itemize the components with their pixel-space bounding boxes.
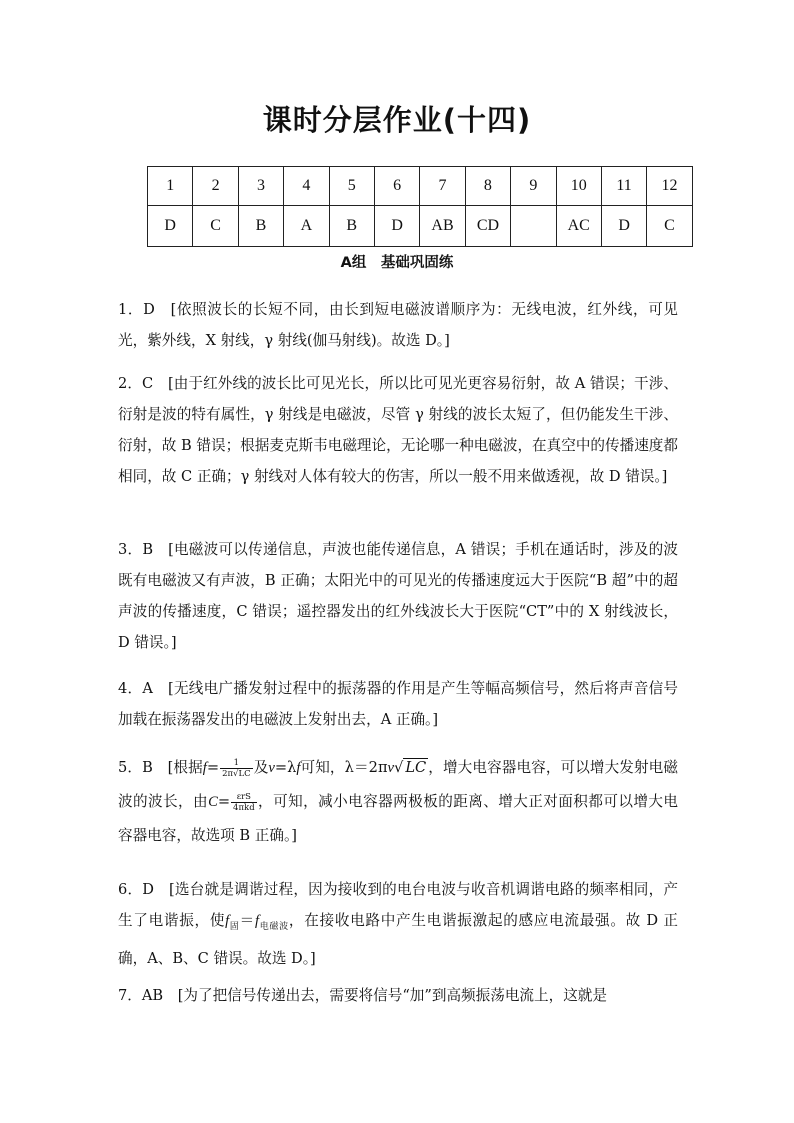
q6-tail: ，在接收电路中产生电谐振激起的感应电流最强。故 D 正确，A、B、C 错误。故选 D。]: [118, 912, 678, 967]
q5-mid2: 可知，λ＝2π: [300, 759, 388, 776]
answer-cell: A: [284, 206, 329, 247]
q5-c: C: [208, 794, 218, 810]
capacitance-formula-fraction: [231, 792, 257, 813]
answer-explanation-1: 1．D [依照波长的长短不同，由长到短电磁波谱顺序为：无线电波，红外线，可见光，紫外线，X 射线，γ 射线(伽马射线)。故选 D。]: [118, 301, 678, 349]
answer-cell: AC: [556, 206, 601, 247]
question-number: 9: [511, 167, 556, 206]
answer-table: [147, 166, 693, 247]
answer-cell: C: [193, 206, 238, 247]
answer-cell: B: [329, 206, 374, 247]
answer-cell: [511, 206, 556, 247]
q6-sub2: 电磁波: [259, 921, 289, 932]
answer-explanation-3: 3．B [电磁波可以传递信息，声波也能传递信息，A 错误；手机在通话时，涉及的波既有电磁波又有声波，B 正确；太阳光中的可见光的传播速度远大于医院“B 超”中的超声波的传播速度，C 错误；遥控器发出的红外线波长大于医院“CT”中的 X 射线波长，D 错误。]: [118, 541, 678, 651]
q6-f2: f: [254, 913, 260, 929]
answer-explanation-4: 4．A [无线电广播发射过程中的振荡器的作用是产生等幅高频信号，然后将声音信号加载在振荡器发出的电磁波上发射出去，A 正确。]: [118, 680, 678, 728]
answer-explanation-5: 5．B [根据f= $\frac{1}{2\pi√LC}$ 及v=λf可知，λ＝2πv√ LC ，增大电容器电容，可以增大发射电磁波的波长，由C= $\frac{\text{εrS}}{\text{4πkd}}$ ，可知，减小电容器两极板的距离、增大正对面积都可以增大电容器电容，故选项 B 正确。]: [118, 757, 678, 844]
question-number: 12: [647, 167, 692, 206]
q5-eq3: =: [217, 793, 231, 810]
question-number: 1: [148, 167, 193, 206]
question-number: 5: [329, 167, 374, 206]
q5-eq2: =λ: [274, 759, 297, 776]
answer-table-number-row: [148, 167, 693, 206]
answer-explanation-7: 7．AB [为了把信号传递出去，需要将信号“加”到高频振荡电流上，这就是: [118, 987, 607, 1004]
frequency-formula-fraction: [220, 758, 253, 779]
fraction-numerator: 1: [220, 758, 253, 769]
answer-cell: CD: [465, 206, 510, 247]
q5-head: 5．B [根据: [118, 759, 203, 776]
q5-f: f: [202, 760, 207, 776]
q5-v: v: [268, 760, 275, 776]
question-number: 4: [284, 167, 329, 206]
q5-f2: f: [296, 760, 301, 776]
q5-tail1: ，增大电容器电容，可以增大发射电磁波的波长，由: [118, 759, 678, 810]
section-title: A组 基础巩固练: [340, 255, 454, 271]
q6-sub1: 固: [229, 921, 240, 932]
q5-mid1: 及: [253, 759, 269, 776]
question-number: 6: [374, 167, 419, 206]
q5-eq1: =: [206, 759, 220, 776]
fraction-denominator: 2π√LC: [222, 768, 251, 779]
q6-head: 6．D [选台就是调谐过程，因为接收到的电台电波与收音机调谐电路的频率相同，产生了电谐振，使: [118, 881, 678, 929]
sqrt-lc: LC: [405, 759, 427, 776]
answer-cell: AB: [420, 206, 465, 247]
answer-explanation-2: 2．C [由于红外线的波长比可见光长，所以比可见光更容易衍射，故 A 错误；干涉、衍射是波的特有属性，γ 射线是电磁波，尽管 γ 射线的波长太短了，但仍能发生干涉、衍射，故 B 错误；根据麦克斯韦电磁理论，无论哪一种电磁波，在真空中的传播速度都相同，故 C 正确；γ 射线对人体有较大的伤害，所以一般不用来做透视，故 D 错误。]: [118, 375, 678, 485]
answer-table-answer-row: [148, 206, 693, 247]
page-title: 课时分层作业(十四): [262, 103, 532, 137]
answer-cell: D: [148, 206, 193, 247]
fraction-denominator: 4πkd: [233, 802, 255, 813]
answer-cell: D: [601, 206, 646, 247]
fraction-numerator: εrS: [231, 792, 257, 803]
q5-v2: v: [387, 760, 395, 776]
q6-eq: ＝: [239, 912, 255, 929]
question-number: 8: [465, 167, 510, 206]
question-number: 2: [193, 167, 238, 206]
q6-f1: f: [225, 913, 230, 929]
answer-cell: D: [374, 206, 419, 247]
q5-tail2: ，可知，减小电容器两极板的距离、增大正对面积都可以增大电容器电容，故选项 B 正确。]: [118, 793, 678, 844]
question-number: 7: [420, 167, 465, 206]
answer-cell: B: [238, 206, 283, 247]
question-number: 3: [238, 167, 283, 206]
answer-explanation-6: [118, 874, 678, 974]
question-number: 11: [601, 167, 646, 206]
question-number: 10: [556, 167, 601, 206]
answer-cell: C: [647, 206, 692, 247]
